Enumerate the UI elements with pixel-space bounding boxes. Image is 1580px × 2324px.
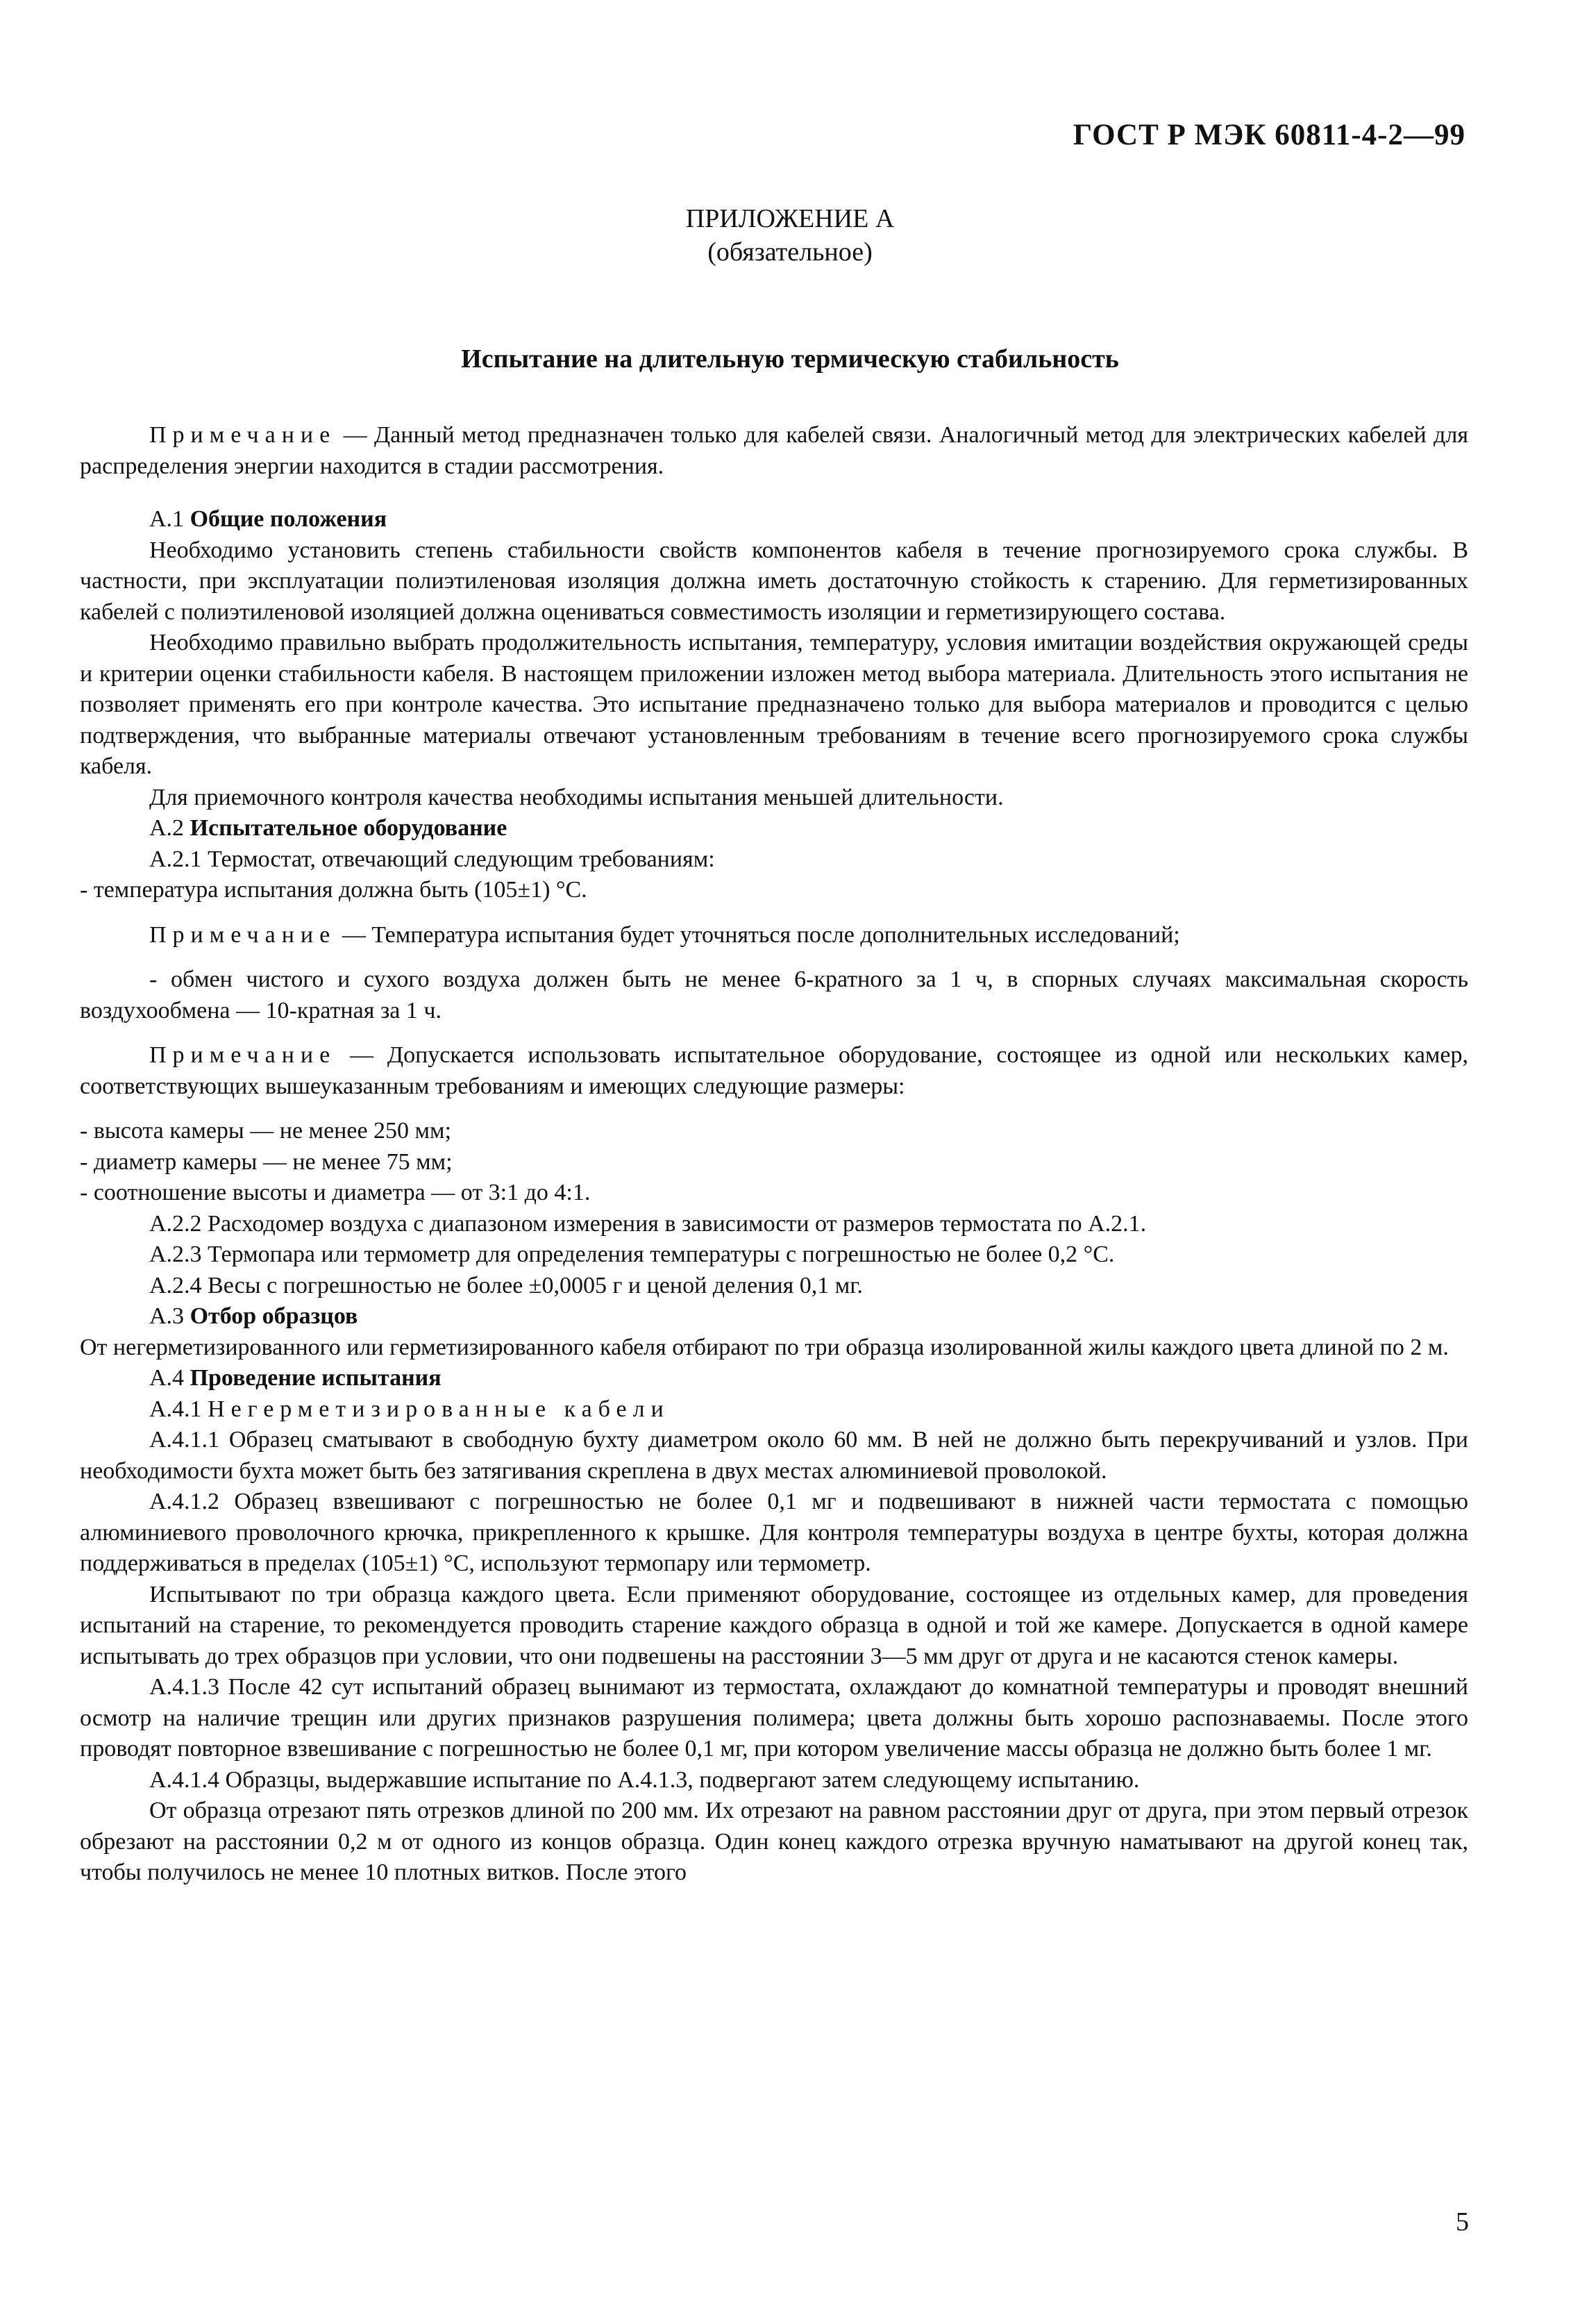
list-item: - диаметр камеры — не менее 75 мм;	[80, 1148, 453, 1175]
subsection-heading-a41: А.4.1 Негерметизированные кабели	[149, 1396, 670, 1422]
note-paragraph: Примечание — Допускается использовать испытательное оборудование, состоящее из одной или нескольких камер, соответствующих вышеуказанным требованиям и имеющих следующие размеры:	[80, 1042, 1469, 1099]
note-label: Примечание	[149, 921, 337, 948]
paragraph: От негерметизированного или герметизированного кабеля отбирают по три образца изолированной жилы каждого цвета длиной по 2 м.	[80, 1334, 1449, 1360]
clause-a413: А.4.1.3 После 42 сут испытаний образец вынимают из термостата, охлаждают до комнатной температуры и проводят внешний осмотр на наличие трещин или других признаков разрушения полимера; цвета должны быть хорошо распознаваемы. После этого проводят повторное взвешивание с погрешностью не более 0,1 мг, при котором увеличение массы образца не должно быть более 1 мг.	[80, 1674, 1468, 1762]
annex-title: ПРИЛОЖЕНИЕ А	[685, 204, 895, 233]
document-body	[80, 420, 1468, 1889]
clause-a414: А.4.1.4 Образцы, выдержавшие испытание по А.4.1.3, подвергают затем следующему испытанию.	[149, 1766, 1140, 1793]
section-heading-a2: А.2 Испытательное оборудование	[149, 815, 507, 841]
section-title: Испытание на длительную термическую стабильность	[461, 344, 1119, 374]
clause-a22: А.2.2 Расходомер воздуха с диапазоном измерения в зависимости от размеров термостата по А.2.1.	[149, 1210, 1147, 1237]
paragraph: От образца отрезают пять отрезков длиной по 200 мм. Их отрезают на равном расстоянии друг от друга, при этом первый отрезок обрезают на расстоянии 0,2 м от одного из концов образца. Один конец каждого отрезка вручную наматывают на другой конец так, чтобы получилось не менее 10 плотных витков. После этого	[80, 1798, 1468, 1885]
note-paragraph: Примечание — Температура испытания будет уточняться после дополнительных исследований;	[149, 921, 1180, 948]
paragraph: Необходимо правильно выбрать продолжительность испытания, температуру, условия имитации воздействия окружающей среды и критерии оценки стабильности кабеля. В настоящем приложении изложен метод выбора материала. Длительность этого испытания не позволяет применять его при контроле качества. Это испытание предназначено только для выбора материалов и проводится с целью подтверждения, что выбранные материалы отвечают установленным требованиям в течение всего прогнозируемого срока службы кабеля.	[80, 630, 1468, 779]
page-number: 5	[1456, 2207, 1469, 2237]
clause-a21: А.2.1 Термостат, отвечающий следующим требованиям:	[149, 846, 715, 872]
clause-a24: А.2.4 Весы с погрешностью не более ±0,0005 г и ценой деления 0,1 мг.	[149, 1272, 863, 1298]
list-item: - соотношение высоты и диаметра — от 3:1 до 4:1.	[80, 1180, 591, 1205]
section-heading-a1: А.1 Общие положения	[149, 506, 387, 532]
section-heading-a4: А.4 Проведение испытания	[149, 1365, 442, 1391]
list-item: - обмен чистого и сухого воздуха должен быть не менее 6-кратного за 1 ч, в спорных случаях максимальная скорость воздухообмена — 10-кратная за 1 ч.	[80, 967, 1468, 1023]
note-label: Примечание	[149, 1042, 337, 1068]
clause-a23: А.2.3 Термопара или термометр для определения температуры с погрешностью не более 0,2 °С.	[149, 1242, 1115, 1267]
annex-status: (обязательное)	[707, 237, 873, 267]
paragraph: Для приемочного контроля качества необходимы испытания меньшей длительности.	[149, 784, 1004, 810]
section-heading-a3: А.3 Отбор образцов	[149, 1303, 358, 1329]
clause-a411: А.4.1.1 Образец сматывают в свободную бухту диаметром около 60 мм. В ней не должно быть перекручиваний и узлов. При необходимости бухта может быть без затягивания скреплена в двух местах алюминиевой проволокой.	[80, 1427, 1468, 1484]
note-paragraph: Примечание — Данный метод предназначен только для кабелей связи. Аналогичный метод для электрических кабелей для распределения энергии находится в стадии рассмотрения.	[80, 422, 1469, 479]
list-item: - температура испытания должна быть (105±1) °С.	[80, 877, 587, 903]
clause-a412: А.4.1.2 Образец взвешивают с погрешностью не более 0,1 мг и подвешивают в нижней части термостата с помощью алюминиевого проволочного крючка, прикрепленного к крышке. Для контроля температуры воздуха в центре бухты, которая должна поддерживаться в пределах (105±1) °С, используют термопару или термометр.	[80, 1489, 1468, 1576]
document-code: ГОСТ Р МЭК 60811-4-2—99	[1073, 119, 1465, 151]
paragraph: Необходимо установить степень стабильности свойств компонентов кабеля в течение прогнозируемого срока службы. В частности, при эксплуатации полиэтиленовая изоляция должна иметь достаточную стойкость к старению. Для герметизированных кабелей с полиэтиленовой изоляцией должна оцениваться совместимость изоляции и герметизирующего состава.	[80, 537, 1468, 625]
list-item: - высота камеры — не менее 250 мм;	[80, 1118, 452, 1144]
note-label: Примечание	[149, 422, 337, 448]
paragraph: Испытывают по три образца каждого цвета. Если применяют оборудование, состоящее из отдельных камер, для проведения испытаний на старение, то рекомендуется проводить старение каждого образца в одной и той же камере. Допускается в одной камере испытывать до трех образцов при условии, что они подвешены на расстоянии 3—5 мм друг от друга и не касаются стенок камеры.	[80, 1581, 1468, 1669]
